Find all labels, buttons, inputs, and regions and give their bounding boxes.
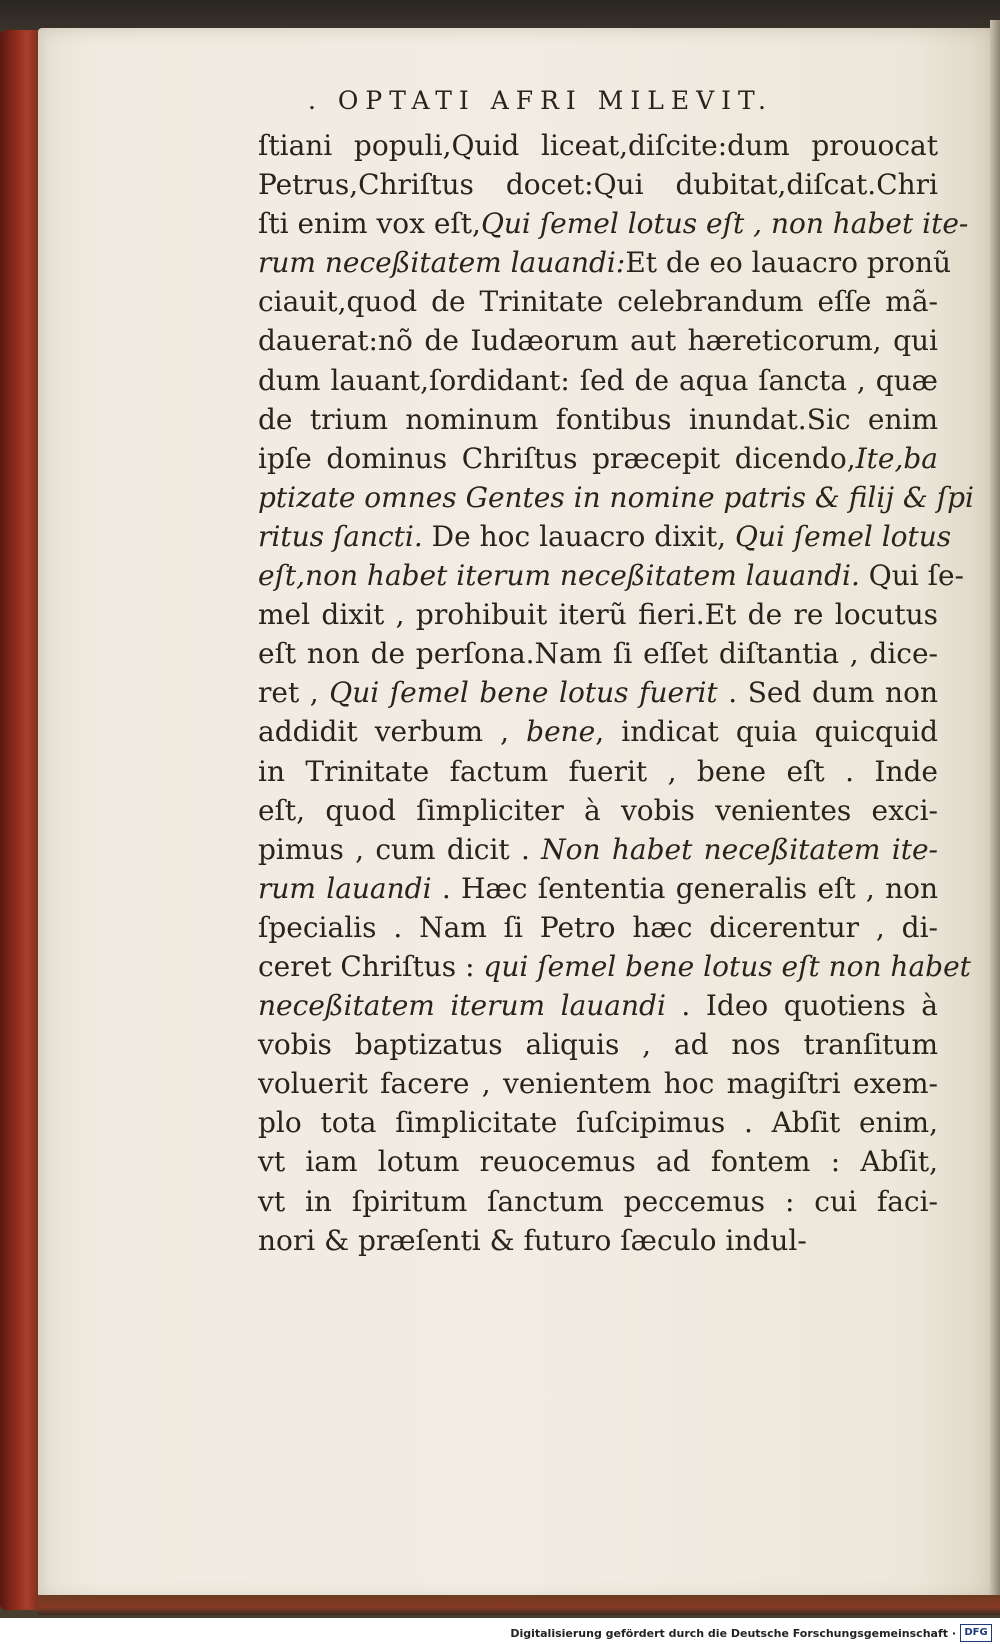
italic-text: Ite,ba [855,441,938,475]
page-bottom-edge [38,1595,1000,1615]
italic-text: Qui ſemel lotus [734,519,952,553]
roman-text: . Ideo quotiens à [665,989,938,1023]
text-line [258,282,938,321]
italic-text: Non habet neceßitatem ite- [541,832,939,866]
italic-text: eſt,non habet iterum neceßitatem lauandi. [258,559,860,593]
roman-text: de trium nominum fontibus inundat.Sic enim [258,402,938,436]
text-line [258,1025,938,1064]
text-line [258,1142,938,1181]
roman-text: ret , [258,676,330,710]
roman-text: ciauit,quod de Trinitate celebrandum eſſe mã- [258,285,938,319]
roman-text: dum lauant,ſordidant: ſed de aqua ſancta , quæ [258,363,938,397]
text-line [258,986,938,1025]
roman-text: Et de eo lauacro pronũ [625,246,952,280]
italic-text: neceßitatem iterum lauandi [258,989,666,1023]
text-line [258,947,971,986]
text-line [258,712,938,751]
text-line [258,517,952,556]
page-right-edge [990,20,1000,1610]
roman-text: nori & præſenti & futuro ſæculo indul- [258,1223,807,1257]
roman-text: ſtiani populi,Quid liceat,diſcite:dum prouocat [258,129,938,162]
text-line [258,830,938,869]
body-text [258,126,974,1260]
roman-text: in Trinitate factum fuerit , bene eſt . Inde [258,754,938,788]
text-line [258,908,938,947]
roman-text: vobis baptizatus aliquis , ad nos tranſitum [258,1028,938,1062]
text-line [258,439,938,478]
text-line [258,752,938,791]
roman-text: ſpecialis . Nam ſi Petro hæc dicerentur , di- [258,910,938,944]
text-line [258,126,938,165]
text-line [258,204,969,243]
text-line [258,556,964,595]
text-line [258,791,938,830]
italic-text: Qui ſemel bene lotus fuerit [329,676,718,710]
text-line [258,673,938,712]
dfg-logo: DFG [960,1624,992,1642]
text-line [258,361,938,400]
italic-text: rum neceßitatem lauandi: [258,246,626,280]
footer-credit: Digitalisierung gefördert durch die Deutsche Forschungsgemeinschaft · [510,1627,956,1640]
italic-text: Qui ſemel lotus eſt , non habet ite- [480,207,969,241]
text-line [258,595,938,634]
roman-text: ſti enim vox eſt, [258,207,481,241]
text-line [258,400,938,439]
roman-text: eſt, quod ſimpliciter à vobis venientes exci- [258,793,938,827]
roman-text: . Sed dum non [717,676,938,710]
roman-text: Qui ſe- [859,559,964,593]
text-line [258,243,952,282]
text-line [258,1103,938,1142]
roman-text: addidit verbum , [258,715,527,749]
roman-text: mel dixit , prohibuit iterũ fieri.Et de re locutus [258,598,938,632]
text-line [258,165,938,204]
roman-text: pimus , cum dicit . [258,832,542,866]
italic-text: ritus ſancti. [258,519,423,553]
roman-text: . Hæc ſententia generalis eſt , non [431,871,939,905]
text-line [258,1221,938,1260]
running-head: . OPTATI AFRI MILEVIT. [308,86,773,115]
text-line [258,1182,938,1221]
text-line [258,321,938,360]
roman-text: eſt non de perſona.Nam ſi eſſet diſtantia , dice- [258,637,938,671]
text-line [258,1064,938,1103]
roman-text: ipſe dominus Chriſtus præcepit dicendo, [258,441,856,475]
italic-text: bene [526,715,596,749]
italic-text: ptizate omnes Gentes in nomine patris & filij & ſpi [258,480,974,514]
roman-text: dauerat:nõ de Iudæorum aut hæreticorum, qui [258,324,938,358]
italic-text: qui ſemel bene lotus eſt non habet [483,949,971,983]
roman-text: vt iam lotum reuocemus ad fontem : Abſit, [258,1145,938,1179]
italic-text: rum lauandi [258,871,432,905]
roman-text: Petrus,Chriſtus docet:Qui dubitat,diſcat.Chri [258,168,938,202]
roman-text: voluerit facere , venientem hoc magiſtri exem- [258,1067,938,1101]
roman-text: , indicat quia quicquid [595,715,938,749]
roman-text: vt in ſpiritum ſanctum peccemus : cui faci- [258,1184,938,1218]
roman-text: plo tota ſimplicitate ſuſcipimus . Abſit enim, [258,1106,938,1140]
roman-text: De hoc lauacro dixit, [422,519,735,553]
text-line [258,869,938,908]
roman-text: ceret Chriſtus : [258,949,484,983]
text-line [258,478,974,517]
text-line [258,634,938,673]
